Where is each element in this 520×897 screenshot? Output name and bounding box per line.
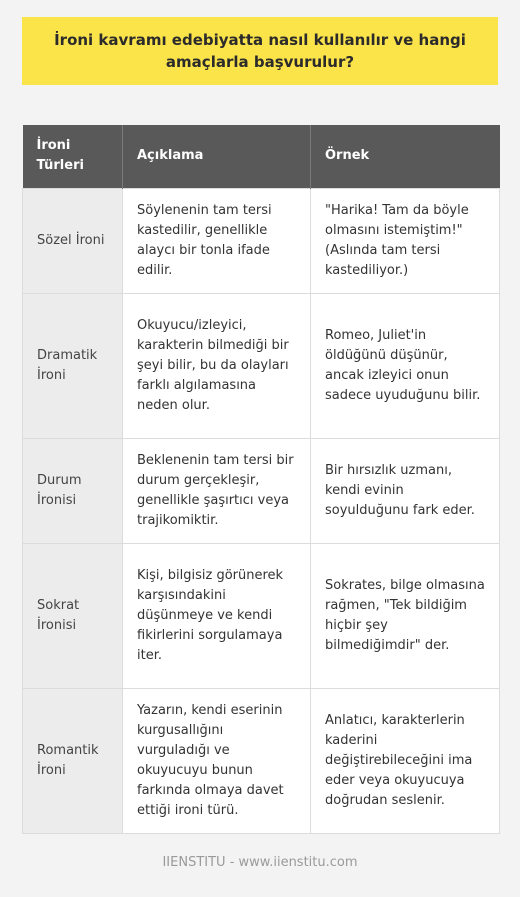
page-title: İroni kavramı edebiyatta nasıl kullanılır ve hangi amaçlarla başvurulur? (54, 31, 466, 71)
table-row (23, 188, 500, 293)
example-cell: Sokrates, bilge olmasına rağmen, "Tek bildiğim hiçbir şey bilmediğimdir" der. (311, 543, 500, 688)
example-cell: "Harika! Tam da böyle olmasını istemiştim!" (Aslında tam tersi kastediliyor.) (311, 188, 500, 293)
table-row (23, 438, 500, 543)
description-cell: Yazarın, kendi eserinin kurgusallığını vurguladığı ve okuyucuyu bunun farkında olmaya davet ettiği ironi türü. (123, 688, 311, 833)
description-cell: Okuyucu/izleyici, karakterin bilmediği bir şeyi bilir, bu da olayları farklı algılamasına neden olur. (123, 293, 311, 438)
title-banner (22, 17, 498, 85)
footer-credit: IIENSTITU - www.iienstitu.com (162, 855, 358, 870)
description-cell: Beklenenin tam tersi bir durum gerçekleşir, genellikle şaşırtıcı veya trajikomiktir. (123, 438, 311, 543)
header-irony-types: İroni Türleri (23, 125, 123, 188)
description-cell: Söylenenin tam tersi kastedilir, genellikle alaycı bir tonla ifade edilir. (123, 188, 311, 293)
irony-type-cell: Durum İronisi (23, 438, 123, 543)
irony-type-cell: Sokrat İronisi (23, 543, 123, 688)
irony-type-cell: Romantik İroni (23, 688, 123, 833)
example-cell: Bir hırsızlık uzmanı, kendi evinin soyulduğunu fark eder. (311, 438, 500, 543)
example-cell: Romeo, Juliet'in öldüğünü düşünür, ancak izleyici onun sadece uyuduğunu bilir. (311, 293, 500, 438)
irony-type-cell: Dramatik İroni (23, 293, 123, 438)
table-header-row (23, 125, 500, 188)
description-cell: Kişi, bilgisiz görünerek karşısındakini düşünmeye ve kendi fikirlerini sorgulamaya iter. (123, 543, 311, 688)
irony-type-cell: Sözel İroni (23, 188, 123, 293)
table-row (23, 688, 500, 833)
header-example: Örnek (311, 125, 500, 188)
table-row (23, 543, 500, 688)
example-cell: Anlatıcı, karakterlerin kaderini değiştirebileceğini ima eder veya okuyucuya doğrudan seslenir. (311, 688, 500, 833)
header-description: Açıklama (123, 125, 311, 188)
irony-types-table (22, 125, 500, 834)
table-row (23, 293, 500, 438)
